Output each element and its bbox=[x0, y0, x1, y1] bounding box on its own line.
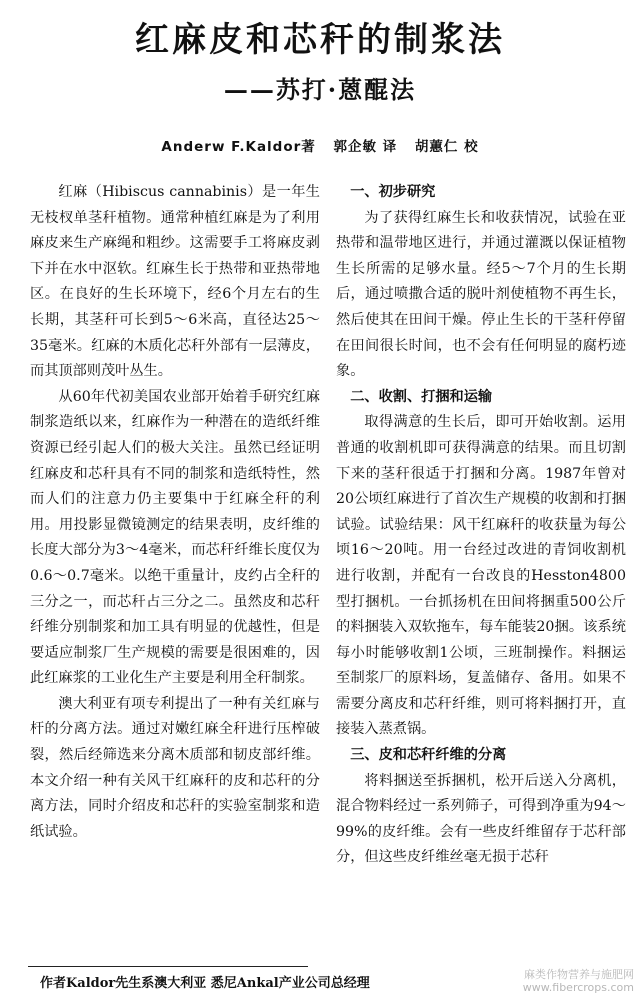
paragraph-separation: 将料捆送至拆捆机，松开后送入分离机，混合物料经过一系列筛子，可得到净重为94～99%的皮纤维。会有一些皮纤维留存于芯秆部分，但这些皮纤维丝毫无损于芯秆 bbox=[336, 772, 626, 866]
section-heading-preliminary: 一、初步研究 bbox=[350, 184, 436, 200]
byline bbox=[0, 135, 640, 155]
author-footnote: 作者Kaldor先生系澳大利亚 悉尼Ankal产业公司总经理 bbox=[40, 976, 370, 991]
watermark-url: www.fibercrops.com bbox=[522, 981, 634, 994]
article-title: 红麻皮和芯秆的制浆法 bbox=[135, 20, 505, 60]
paragraph-separation-method: 澳大利亚有项专利提出了一种有关红麻与杆的分离方法。通过对嫩红麻全秆进行压榨破裂，然后经筛选来分离木质部和韧皮部纤维。本文介绍一种有关风干红麻秆的皮和芯秆的分离方法，同时介绍皮和芯秆的实验室制浆和造纸试验。 bbox=[30, 695, 320, 840]
proofreader-name: 胡蕙仁 校 bbox=[414, 139, 479, 155]
footnote-divider bbox=[28, 966, 308, 967]
paragraph-preliminary: 为了获得红麻生长和收获情况，试验在亚热带和温带地区进行，并通过灌溉以保证植物生长所需的足够水量。经5～7个月的生长期后，通过喷撒合适的脱叶剂使植物不再生长，然后使其在田间干燥。停止生长的干茎秆停留在田间很长时间，也不会有任何明显的腐朽迹象。 bbox=[336, 209, 626, 380]
section-heading-harvest: 二、收割、打捆和运输 bbox=[350, 388, 493, 405]
site-watermark bbox=[523, 968, 634, 994]
left-column bbox=[30, 180, 320, 845]
paragraph-harvest: 取得满意的生长后，即可开始收割。运用普通的收割机即可获得满意的结果。而且切割下来的茎秆很适于打捆和分离。1987年曾对20公顷红麻进行了首次生产规模的收割和打捆试验。试验结果：风干红麻秆的收获量为每公顷16～20吨。用一台经过改进的青饲收割机进行收割，并配有一台改良的Hesston4800型打捆机。一台抓扬机在田间将捆重500公斤的料捆装入双软拖车，每车能装20捆。该系统每小时能够收割1公顷，三班制操作。料捆运至制浆厂的原料场，复盖储存、备用。如果不需要分离皮和芯秆纤维，则可将料捆打开，直接装入蒸煮锅。 bbox=[336, 414, 626, 738]
paragraph-intro: 红麻（Hibiscus cannabinis）是一年生无枝杈单茎秆植物。通常种植红麻是为了利用麻皮来生产麻绳和粗纱。这需要手工将麻皮剥下并在水中沤软。红麻生长于热带和亚热带地区。在良好的生长环境下，经6个月左右的生长期，其茎秆可长到5～6米高，直径达25～35毫米。红麻的木质化芯秆外部有一层薄皮，而其顶部则茂叶丛生。 bbox=[30, 184, 320, 380]
section-heading-separation: 三、皮和芯秆纤维的分离 bbox=[350, 747, 507, 764]
right-column bbox=[336, 180, 626, 871]
watermark-title: 麻类作物营养与施肥网 bbox=[524, 968, 634, 981]
author-name: Anderw F.Kaldor著 bbox=[161, 139, 316, 155]
article-subtitle: ——苏打·蒽醌法 bbox=[223, 75, 417, 104]
paragraph-research-history: 从60年代初美国农业部开始着手研究红麻制浆造纸以来，红麻作为一种潜在的造纸纤维资源已经引起人们的极大关注。虽然已经证明红麻皮和芯秆具有不同的制浆和造纸特性，然而人们的注意力仍主要集中于红麻全秆的利用。用投影显微镜测定的结果表明，皮纤维的长度大部分为3～4毫米，而芯秆纤维长度仅为0.6～0.7毫米。以绝干重量计，皮约占全秆的三分之一，而芯秆占三分之二。虽然皮和芯秆纤维分别制浆和加工具有明显的优越性，但是要适应制浆厂生产规模的需要是很困难的，因此红麻浆的工业化生产主要是利用全秆制浆。 bbox=[30, 388, 320, 687]
translator-name: 郭企敏 译 bbox=[333, 139, 398, 155]
